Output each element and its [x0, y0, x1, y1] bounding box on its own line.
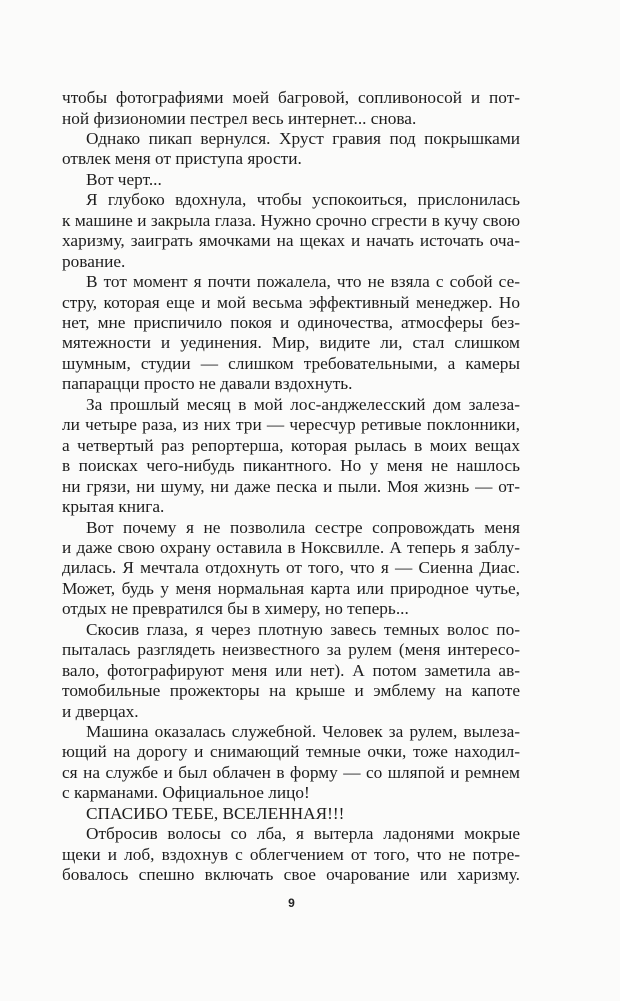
- text-line: томобильные прожекторы на крыше и эмблему на капоте: [62, 681, 520, 700]
- text-line: Вот почему я не позволила сестре сопровождать меня: [86, 517, 520, 537]
- text-line: папарацци просто не давали вздохнуть.: [62, 374, 353, 394]
- text-line: ющий на дорогу и снимающий темные очки, тоже находил-: [62, 742, 520, 762]
- text-line: В тот момент я почти пожалела, что не взяла с собой се-: [86, 272, 520, 291]
- text-line: Отбросив волосы со лба, я вытерла ладонями мокрые: [86, 824, 520, 844]
- text-line: шумным, студии — слишком требовательными, а камеры: [62, 353, 520, 373]
- text-line: пыталась разглядеть неизвестного за рулем (меня интересо-: [62, 640, 520, 660]
- text-line: ли четыре раза, из них три — чересчур ретивые поклонники,: [62, 415, 520, 435]
- text-line: ни грязи, ни шуму, ни даже песка и пыли. Моя жизнь — от-: [62, 476, 520, 496]
- text-line: крытая книга.: [62, 497, 165, 516]
- text-line: Скосив глаза, я через плотную завесь темных волос по-: [86, 619, 520, 639]
- text-line: в поисках чего-нибудь пикантного. Но у меня не нашлось: [62, 456, 520, 476]
- text-line: ся на службе и был облачен в форму — со шляпой и ремнем: [62, 762, 520, 782]
- text-line: СПАСИБО ТЕБЕ, ВСЕЛЕННАЯ!!!: [86, 803, 345, 823]
- text-line: отдых не превратился бы в химеру, но теперь...: [62, 599, 409, 619]
- text-line: мятежности и уединения. Мир, видите ли, стал слишком: [62, 333, 520, 353]
- text-line: дилась. Я мечтала отдохнуть от того, что я — Сиенна Диас.: [62, 558, 520, 578]
- text-line: вало, фотографируют меня или нет). А потом заметила ав-: [62, 660, 520, 680]
- text-line: и дверцах.: [62, 701, 139, 721]
- text-line: бовалось спешно включать свое очарование или харизму.: [62, 865, 520, 885]
- text-line: харизму, заиграть ямочками на щеках и начать источать оча-: [62, 231, 520, 251]
- text-line: Машина оказалась служебной. Человек за рулем, вылеза-: [86, 721, 520, 741]
- text-line: За прошлый месяц в мой лос-анджелесский дом залеза-: [86, 394, 520, 414]
- text-line: чтобы фотографиями моей багровой, сопливоносой и пот-: [62, 88, 520, 107]
- text-line: Я глубоко вдохнула, чтобы успокоиться, прислонилась: [86, 190, 520, 210]
- text-line: к машине и закрыла глаза. Нужно срочно сгрести в кучу свою: [62, 210, 520, 230]
- text-line: Однако пикап вернулся. Хруст гравия под покрышками: [86, 128, 520, 148]
- text-line: щеки и лоб, вздохнув с облегчением от того, что не потре-: [62, 844, 520, 864]
- page-number: 9: [288, 896, 295, 910]
- text-line: нет, мне приспичило покоя и одиночества, атмосферы без-: [62, 312, 520, 332]
- text-line: а четвертый раз репортерша, которая рылась в моих вещах: [62, 435, 520, 455]
- text-line: стру, которая еще и мой весьма эффективный менеджер. Но: [62, 292, 520, 312]
- text-line: рование.: [62, 251, 126, 271]
- text-line: с карманами. Официальное лицо!: [62, 783, 310, 803]
- text-line: и даже свою охрану оставила в Ноксвилле. А теперь я заблу-: [62, 537, 520, 557]
- text-line: Может, будь у меня нормальная карта или природное чутье,: [62, 578, 520, 598]
- text-line: Вот черт...: [86, 169, 162, 189]
- text-line: отвлек меня от приступа ярости.: [62, 149, 302, 169]
- text-line: ной физиономии пестрел весь интернет... снова.: [62, 108, 417, 128]
